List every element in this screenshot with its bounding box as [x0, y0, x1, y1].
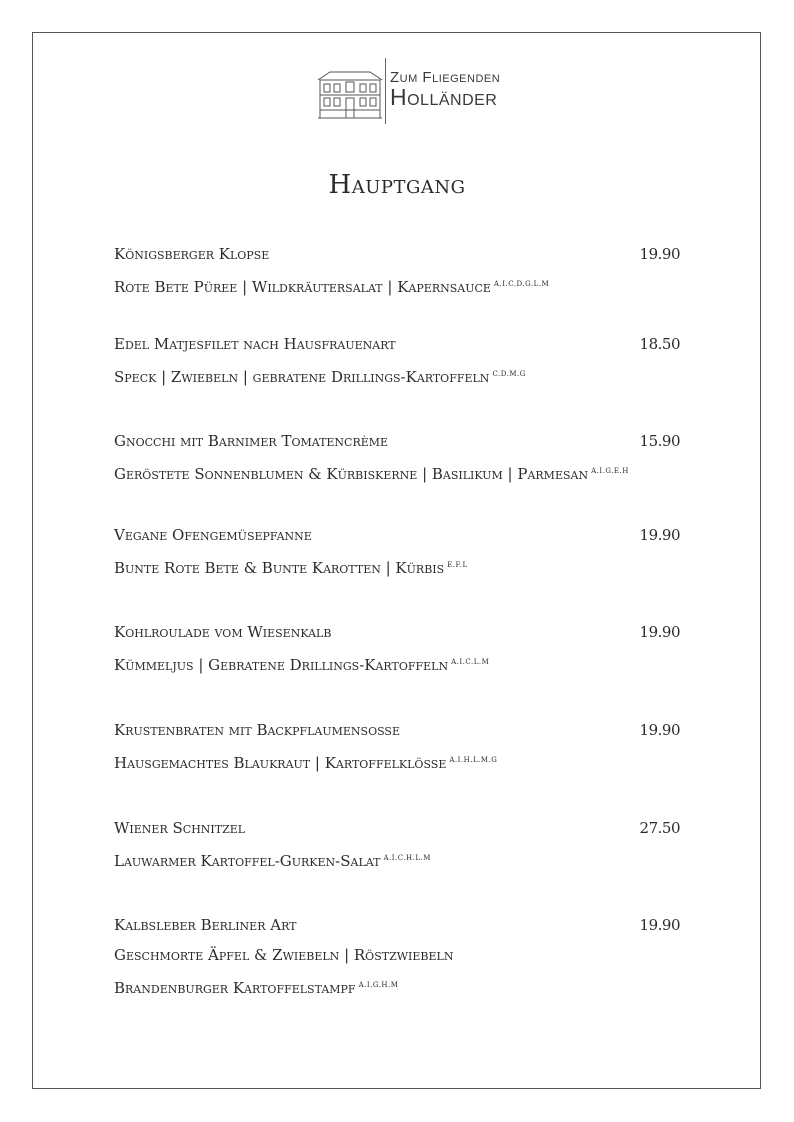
- dish-description: [114, 652, 694, 675]
- dish-price: 19.90: [639, 916, 680, 934]
- menu-item: [114, 818, 694, 871]
- dish-name: Wiener Schnitzel: [114, 819, 246, 837]
- dish-description: [114, 945, 694, 965]
- dish-name: Kalbsleber Berliner Art: [114, 916, 297, 934]
- dish-description: [114, 461, 694, 484]
- menu-item: [114, 334, 694, 387]
- allergen-codes: C.D.M.G: [492, 370, 526, 378]
- menu-item: [114, 720, 694, 773]
- allergen-codes: A.I.G.H.M: [358, 981, 399, 989]
- dish-description: [114, 555, 694, 578]
- menu-item: [114, 622, 694, 675]
- dish-name: Kohlroulade vom Wiesenkalb: [114, 623, 332, 641]
- allergen-codes: A.I.C.D.G.L.M: [493, 280, 550, 288]
- dish-description-text: Rote Bete Püree | Wildkräutersalat | Kapernsauce: [114, 278, 491, 296]
- dish-price: 19.90: [639, 721, 680, 739]
- page-title: Hauptgang: [328, 170, 466, 200]
- dish-price: 19.90: [639, 526, 680, 544]
- building-facade-icon: [316, 66, 384, 122]
- dish-description: [114, 364, 694, 387]
- dish-description-text: Brandenburger Kartoffelstampf: [114, 979, 356, 997]
- dish-price: 15.90: [639, 432, 680, 450]
- menu-item: [114, 525, 694, 578]
- menu-item: [114, 915, 694, 998]
- dish-name: Königsberger Klopse: [114, 245, 270, 263]
- allergen-codes: A.I.C.L.M: [451, 658, 490, 666]
- dish-description-text: Hausgemachtes Blaukraut | Kartoffelklöße: [114, 754, 447, 772]
- dish-description-text: Geschmorte Äpfel & Zwiebeln | Röstzwiebeln: [114, 946, 454, 964]
- logo-text: [390, 70, 500, 109]
- dish-price: 18.50: [639, 335, 680, 353]
- dish-description: [114, 975, 694, 998]
- dish-description-text: Lauwarmer Kartoffel-Gurken-Salat: [114, 852, 381, 870]
- dish-price: 27.50: [639, 819, 680, 837]
- logo-line-1: Zum Fliegenden: [390, 69, 501, 86]
- dish-description-text: Speck | Zwiebeln | gebratene Drillings-Kartoffeln: [114, 368, 490, 386]
- menu-item: [114, 431, 694, 484]
- dish-name: Vegane Ofengemüsepfanne: [114, 526, 312, 544]
- logo-line-2: Holländer: [390, 84, 498, 110]
- allergen-codes: E.F.L: [447, 561, 468, 569]
- allergen-codes: A.I.G.E.H: [591, 467, 629, 475]
- menu-item: [114, 244, 694, 297]
- logo-divider: [385, 58, 386, 124]
- restaurant-logo: [316, 58, 526, 124]
- allergen-codes: A.I.C.H.L.M: [383, 854, 431, 862]
- dish-description-text: Kümmeljus | Gebratene Drillings-Kartoffeln: [114, 656, 449, 674]
- dish-description: [114, 848, 694, 871]
- dish-price: 19.90: [639, 245, 680, 263]
- dish-name: Krustenbraten mit Backpflaumensoße: [114, 721, 401, 739]
- dish-description: [114, 750, 694, 773]
- dish-name: Gnocchi mit Barnimer Tomatencrème: [114, 432, 389, 450]
- allergen-codes: A.I.H.L.M.G: [449, 756, 498, 764]
- dish-description-text: Bunte Rote Bete & Bunte Karotten | Kürbis: [114, 559, 445, 577]
- dish-name: Edel Matjesfilet nach Hausfrauenart: [114, 335, 396, 353]
- dish-description: [114, 274, 694, 297]
- dish-price: 19.90: [639, 623, 680, 641]
- dish-description-text: Geröstete Sonnenblumen & Kürbiskerne | Basilikum | Parmesan: [114, 465, 589, 483]
